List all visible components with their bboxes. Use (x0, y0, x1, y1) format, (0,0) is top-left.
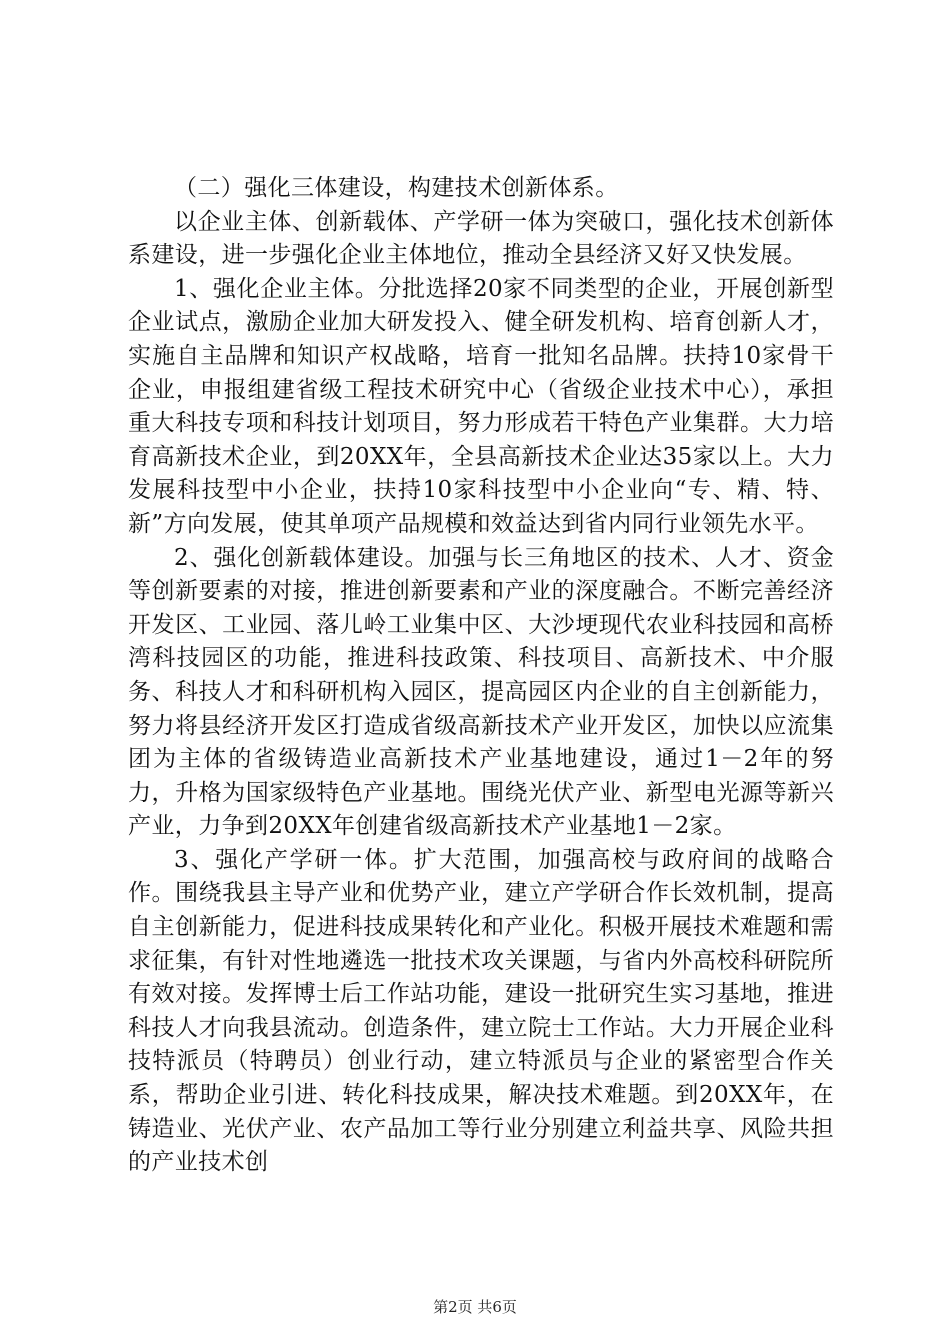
document-body (128, 172, 834, 1180)
paragraph-enterprise: 1、强化企业主体。分批选择20家不同类型的企业，开展创新型企业试点，激励企业加大研发投入、健全研发机构、培育创新人才，实施自主品牌和知识产权战略，培育一批知名品牌。扶持10家骨干企业，申报组建省级工程技术研究中心（省级企业技术中心），承担重大科技专项和科技计划项目，努力形成若干特色产业集群。大力培育高新技术企业，到20XX年，全县高新技术企业达35家以上。大力发展科技型中小企业，扶持10家科技型中小企业向“专、精、特、新”方向发展，使其单项产品规模和效益达到省内同行业领先水平。 (128, 275, 834, 537)
intro-paragraph: 以企业主体、创新载体、产学研一体为突破口，强化技术创新体系建设，进一步强化企业主体地位，推动全县经济又好又快发展。 (128, 208, 834, 269)
section-heading: （二）强化三体建设，构建技术创新体系。 (174, 175, 619, 201)
paragraph-innovation-carrier: 2、强化创新载体建设。加强与长三角地区的技术、人才、资金等创新要素的对接，推进创新要素和产业的深度融合。不断完善经济开发区、工业园、落儿岭工业集中区、大沙埂现代农业科技园和高桥湾科技园区的功能，推进科技政策、科技项目、高新技术、中介服务、科技人才和科研机构入园区，提高园区内企业的自主创新能力，努力将县经济开发区打造成省级高新技术产业开发区，加快以应流集团为主体的省级铸造业高新技术产业基地建设，通过1－2年的努力，升格为国家级特色产业基地。围绕光伏产业、新型电光源等新兴产业，力争到20XX年创建省级高新技术产业基地1－2家。 (128, 544, 834, 840)
page-footer: 第2页 共6页 (433, 1298, 517, 1316)
paragraph-industry-academia: 3、强化产学研一体。扩大范围，加强高校与政府间的战略合作。围绕我县主导产业和优势产业，建立产学研合作长效机制，提高自主创新能力，促进科技成果转化和产业化。积极开展技术难题和需求征集，有针对性地遴选一批技术攻关课题，与省内外高校科研院所有效对接。发挥博士后工作站功能，建设一批研究生实习基地，推进科技人才向我县流动。创造条件，建立院士工作站。大力开展企业科技特派员（特聘员）创业行动，建立特派员与企业的紧密型合作关系，帮助企业引进、转化科技成果，解决技术难题。到20XX年，在铸造业、光伏产业、农产品加工等行业分别建立利益共享、风险共担的产业技术创 (128, 846, 834, 1176)
